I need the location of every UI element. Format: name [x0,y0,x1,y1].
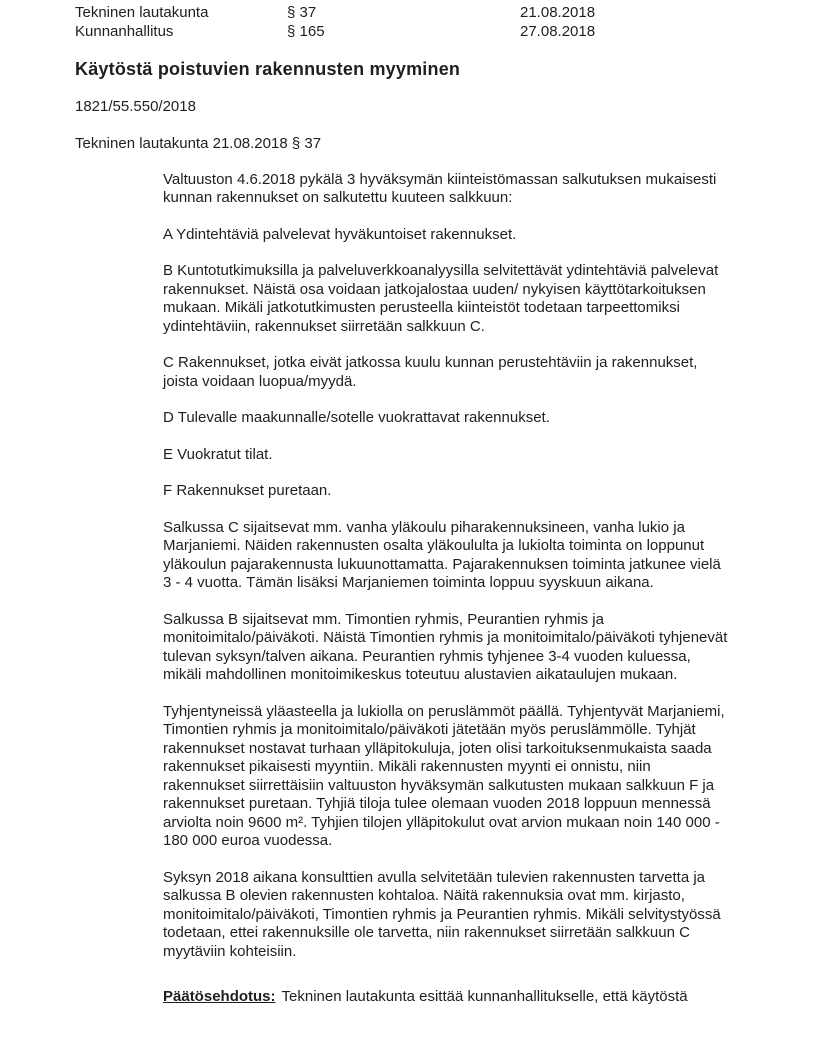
paragraph-portfolio-c: C Rakennukset, jotka eivät jatkossa kuulu kunnan perustehtäviin ja rakennukset, joista voidaan luopua/myydä. [163,354,698,390]
case-number: 1821/55.550/2018 [75,97,196,115]
paragraph-portfolio-d: D Tulevalle maakunnalle/sotelle vuokrattavat rakennukset. [163,409,550,426]
paragraph-portfolio-e: E Vuokratut tilat. [163,445,273,463]
page-title: Käytöstä poistuvien rakennusten myyminen [75,59,461,79]
meeting-reference: Tekninen lautakunta 21.08.2018 § 37 [75,135,322,152]
document-body [163,171,730,962]
paragraph-salkku-b: Salkussa B sijaitsevat mm. Timontien ryhmis, Peurantien ryhmis ja monitoimitalo/päiväkoti. Näistä Timontien ryhmis ja monitoimitalo/päiväkoti tyhjenevät tulevan syksyn/talven aikana. Peurantien ryhmis tyhjenee 3-4 vuoden kuluessa, mikäli mahdollinen monitoimikeskus toteutuu alustavien aikataulujen mukaan. [163,610,728,683]
header-row [75,4,816,23]
meeting-date: 27.08.2018 [520,22,596,40]
paragraph-portfolio-f: F Rakennukset puretaan. [163,482,332,499]
paragraph-autumn-plan: Syksyn 2018 aikana konsulttien avulla selvitetään tulevien rakennusten tarvetta ja salkussa B olevien rakennusten kohtaloa. Näitä rakennuksia ovat mm. kirjasto, monitoimitalo/päiväkoti, Timontien ryhmis ja Peurantien ryhmis. Mikäli selvitystyössä todetaan, ettei rakennuksille ole tarvetta, niin rakennukset siirretään salkkuun C myytäviin kohteisiin. [163,868,721,960]
paragraph-empty-costs: Tyhjentyneissä yläasteella ja lukiolla on peruslämmöt päällä. Tyhjentyvät Marjaniemi, Timontien ryhmis ja monitoimitalo/päiväkoti jätetään myös peruslämmölle. Tyhjät rakennukset nostavat turhaan ylläpitokuluja, joten olisi tarkoituksenmukaista saada rakennukset pikaisesti myyntiin. Mikäli rakennusten myynti ei onnistu, niin rakennukset siirrettäisiin valtuuston hyväksymän salkutusten mukaan salkkuun F ja rakennukset puretaan. Tyhjiä tiloja tulee olemaan vuoden 2018 loppuun mennessä arviolta noin 9600 m². Tyhjien tilojen ylläpitokulut ovat arvion mukaan noin 140 000 - 180 000 euroa vuodessa. [163,702,725,849]
section-number: § 165 [287,22,325,40]
header-row [75,23,816,42]
decision-proposal [163,988,763,1007]
meeting-date: 21.08.2018 [520,4,596,21]
paragraph-intro: Valtuuston 4.6.2018 pykälä 3 hyväksymän kiinteistömassan salkutuksen mukaisesti kunnan rakennukset on salkutettu kuuteen salkkuun: [163,170,717,206]
paragraph-portfolio-a: A Ydintehtäviä palvelevat hyväkuntoiset rakennukset. [163,225,517,243]
decision-text: Tekninen lautakunta esittää kunnanhallitukselle, että käytöstä [281,988,688,1005]
decision-label: Päätösehdotus: [163,988,276,1005]
paragraph-salkku-c: Salkussa C sijaitsevat mm. vanha yläkoulu piharakennuksineen, vanha lukio ja Marjaniemi. Näiden rakennusten osalta yläkoululta ja lukiolta toiminta on loppunut yläkoulun pajarakennusta lukuunottamatta. Pajarakennuksen toiminta jatkunee vielä 3 - 4 vuotta. Tämän lisäksi Marjaniemen toiminta loppuu syyskuun aikana. [163,518,721,591]
committee-name: Tekninen lautakunta [75,4,209,21]
committee-name: Kunnanhallitus [75,22,174,40]
section-number: § 37 [287,4,317,21]
paragraph-portfolio-b: B Kuntotutkimuksilla ja palveluverkkoanalyysilla selvitettävät ydintehtäviä palvelevat rakennukset. Näistä osa voidaan jatkojalostaa uuden/ nykyisen käyttötarkoituksen mukaan. Mikäli jatkotutkimusten perusteella kiinteistöt todetaan tarpeettomiksi ydintehtäviin, rakennukset siirretään salkkuun C. [163,262,719,335]
